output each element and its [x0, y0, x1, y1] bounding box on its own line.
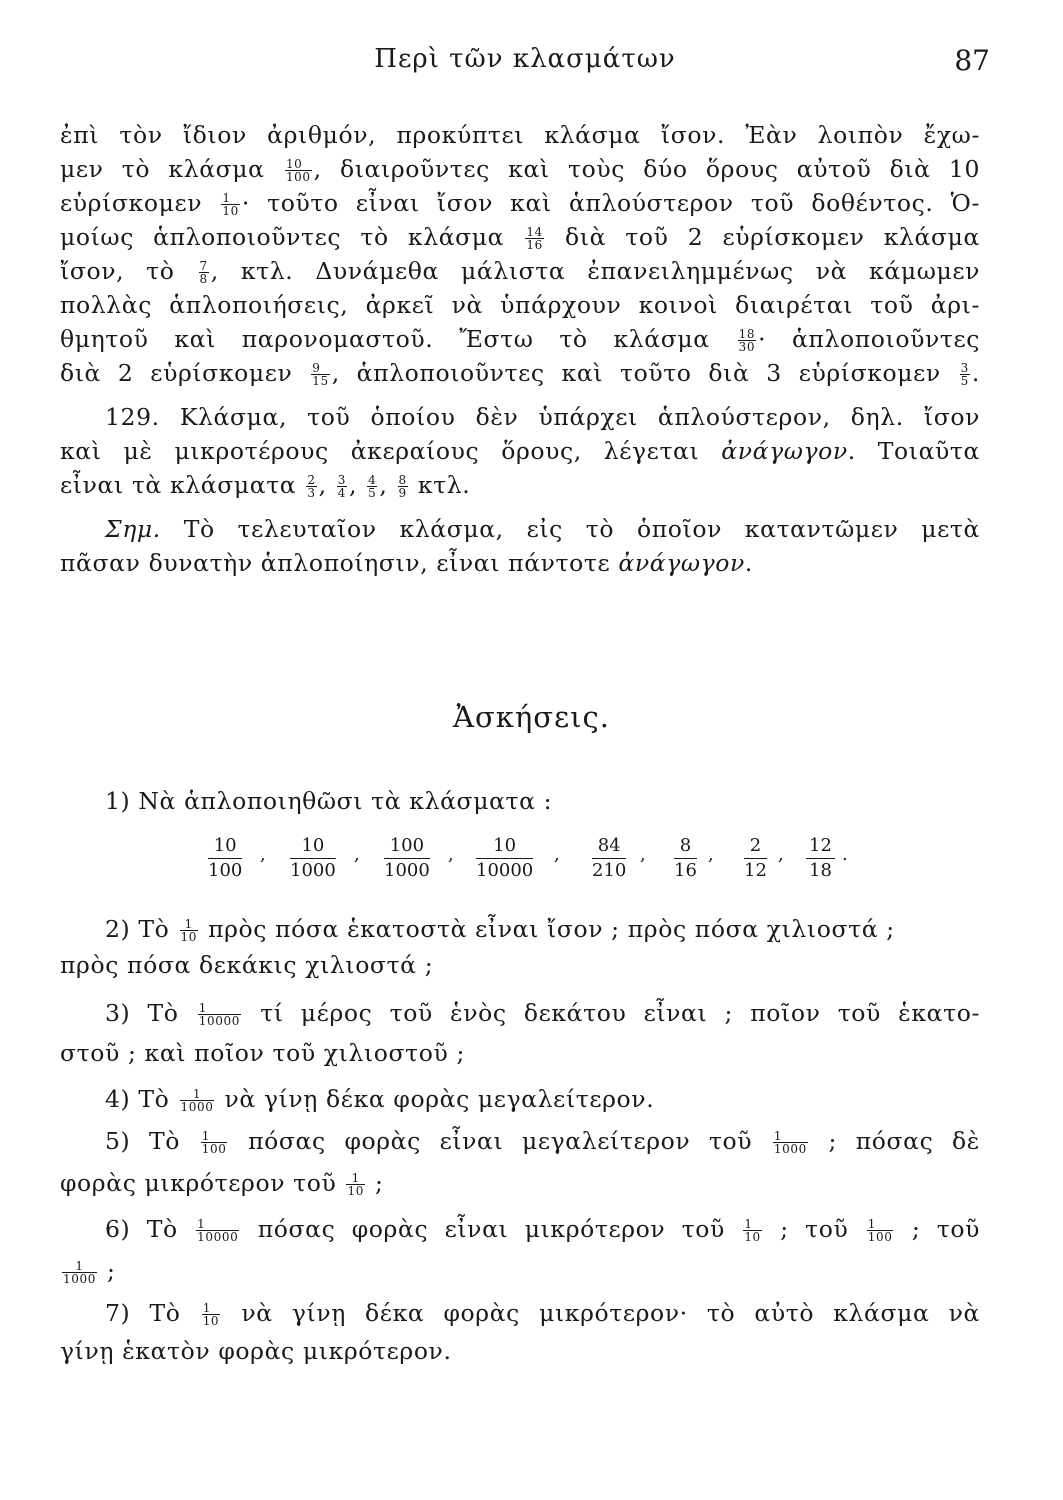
exercise-1-fractions: $\frac{10}{100}$ , $\frac{10}{1000}$ , $\frac{100}{1000}$ , $\frac{10}{10000}$ , $\frac{84}{210}$ , $\frac{8}{16}$ , $\frac{2}{12}$ , $\frac{12}{18}$ .: [208, 835, 848, 881]
chapter-title: Περὶ τῶν κλασμάτων: [374, 44, 676, 74]
text-line: πρὸς πόσα δεκάκις χιλιοστά ;: [60, 951, 434, 979]
exercise-2: 2) Τὸ $\frac{1}{10}$ πρὸς πόσα ἑκατοστὰ εἶναι ἴσον ; πρὸς πόσα χιλιοστά ;: [105, 915, 895, 944]
text-line: διὰ 2 εὑρίσκομεν $\frac{9}{15}$ , ἁπλοποιοῦντες καὶ τοῦτο διὰ 3 εὑρίσκομεν $\frac{3}{5}$ .: [60, 359, 980, 388]
fraction: $\frac{12}{18}$: [806, 836, 835, 883]
fraction: $\frac{3}{4}$: [337, 473, 346, 500]
fraction: $\frac{14}{16}$: [526, 225, 543, 252]
exercise-5: 5) Τὸ $\frac{1}{100}$ πόσας φορὰς εἶναι μεγαλείτερον τοῦ $\frac{1}{1000}$ ; πόσας δὲ: [105, 1127, 981, 1156]
fraction: $\frac{8}{16}$: [674, 835, 697, 881]
text-line: πᾶσαν δυνατὴν ἁπλοποίησιν, εἶναι πάντοτε ἀνάγωγον.: [60, 549, 753, 577]
fraction: $\frac{1}{10}$: [222, 191, 239, 218]
fraction: $\frac{7}{8}$: [199, 259, 208, 286]
exercise-1: 1) Νὰ ἁπλοποιηθῶσι τὰ κλάσματα :: [105, 787, 553, 815]
text-line: φορὰς μικρότερον τοῦ $\frac{1}{10}$ ;: [60, 1169, 384, 1198]
exercises-heading: Ἀσκήσεις.: [453, 700, 610, 734]
exercise-7: 7) Τὸ $\frac{1}{10}$ νὰ γίνῃ δέκα φορὰς μικρότερον· τὸ αὐτὸ κλάσμα νὰ: [105, 1299, 981, 1328]
fraction: $\frac{3}{5}$: [960, 361, 969, 388]
fraction: $\frac{8}{9}$: [398, 473, 407, 500]
exercise-6: 6) Τὸ $\frac{1}{10000}$ πόσας φορὰς εἶναι μικρότερον τοῦ $\frac{1}{10}$ ; τοῦ $\frac{1}{100}$ ; τοῦ: [105, 1215, 980, 1244]
text-line: γίνῃ ἑκατὸν φορὰς μικρότερον.: [60, 1337, 452, 1365]
fraction: $\frac{1}{10000}$: [197, 1217, 239, 1244]
text-line: καὶ μὲ μικροτέρους ἀκεραίους ὅρους, λέγεται ἀνάγωγον. Τοιαῦτα: [60, 437, 981, 465]
fraction: $\frac{1}{10}$: [744, 1217, 761, 1244]
fraction: $\frac{10}{10000}$: [476, 835, 534, 881]
fraction: $\frac{2}{12}$: [744, 835, 767, 881]
fraction: $\frac{10}{1000}$: [290, 835, 336, 881]
fraction: $\frac{1}{10}$: [202, 1301, 220, 1328]
fraction: $\frac{1}{1000}$: [180, 1087, 214, 1114]
fraction: $\frac{10}{100}$: [208, 835, 243, 881]
text-line: ἐπὶ τὸν ἴδιον ἀριθμόν, προκύπτει κλάσμα ἴσον. Ἐὰν λοιπὸν ἔχω-: [60, 121, 980, 149]
fraction: $\frac{1}{100}$: [867, 1217, 893, 1244]
text-line: $\frac{1}{1000}$ ;: [63, 1257, 116, 1286]
text-line: μοίως ἁπλοποιοῦντες τὸ κλάσμα $\frac{14}{16}$ διὰ τοῦ 2 εὑρίσκομεν κλάσμα: [60, 223, 980, 252]
fraction: $\frac{9}{15}$: [312, 361, 329, 388]
fraction: $\frac{1}{10000}$: [198, 1001, 240, 1028]
text-line: ἴσον, τὸ $\frac{7}{8}$ , κτλ. Δυνάμεθα μάλιστα ἐπανειλημμένως νὰ κάμωμεν: [60, 257, 980, 286]
fraction: $\frac{10}{100}$: [285, 157, 311, 184]
running-header: [60, 44, 990, 84]
fraction: $\frac{18}{30}$: [738, 327, 756, 354]
page-number: 87: [954, 44, 990, 77]
exercise-3: 3) Τὸ $\frac{1}{10000}$ τί μέρος τοῦ ἑνὸς δεκάτου εἶναι ; ποῖον τοῦ ἑκατο-: [105, 999, 980, 1028]
fraction: $\frac{1}{100}$: [201, 1129, 227, 1156]
text-line: 129. Κλάσμα, τοῦ ὁποίου δὲν ὑπάρχει ἁπλούστερον, δηλ. ἴσον: [105, 403, 980, 431]
fraction: $\frac{1}{10}$: [180, 917, 197, 944]
fraction: $\frac{100}{1000}$: [384, 835, 430, 881]
fraction: $\frac{1}{10}$: [347, 1171, 364, 1198]
text-line: θμητοῦ καὶ παρονομαστοῦ. Ἔστω τὸ κλάσμα $\frac{18}{30}$ · ἁπλοποιοῦντες: [60, 325, 980, 354]
fraction: $\frac{4}{5}$: [368, 473, 377, 500]
fraction: $\frac{2}{3}$: [307, 473, 316, 500]
text-line: Σημ. Τὸ τελευταῖον κλάσμα, εἰς τὸ ὁποῖον καταντῶμεν μετὰ: [105, 515, 980, 543]
fraction: $\frac{84}{210}$: [592, 835, 627, 881]
text-line: μεν τὸ κλάσμα $\frac{10}{100}$ , διαιροῦντες καὶ τοὺς δύο ὅρους αὐτοῦ διὰ 10: [60, 155, 981, 184]
text-line: εἶναι τὰ κλάσματα $\frac{2}{3}$ , $\frac{3}{4}$ , $\frac{4}{5}$ , $\frac{8}{9}$ κτλ.: [60, 471, 471, 500]
fraction: $\frac{1}{1000}$: [63, 1259, 96, 1286]
text-line: στοῦ ; καὶ ποῖον τοῦ χιλιοστοῦ ;: [60, 1039, 465, 1067]
fraction: $\frac{1}{1000}$: [773, 1129, 807, 1156]
text-line: πολλὰς ἁπλοποιήσεις, ἀρκεῖ νὰ ὑπάρχουν κοινοὶ διαιρέται τοῦ ἀρι-: [60, 291, 980, 319]
exercise-4: 4) Τὸ $\frac{1}{1000}$ νὰ γίνῃ δέκα φορὰς μεγαλείτερον.: [105, 1085, 655, 1114]
text-line: εὑρίσκομεν $\frac{1}{10}$ · τοῦτο εἶναι ἴσον καὶ ἁπλούστερον τοῦ δοθέντος. Ὁ-: [60, 189, 980, 218]
